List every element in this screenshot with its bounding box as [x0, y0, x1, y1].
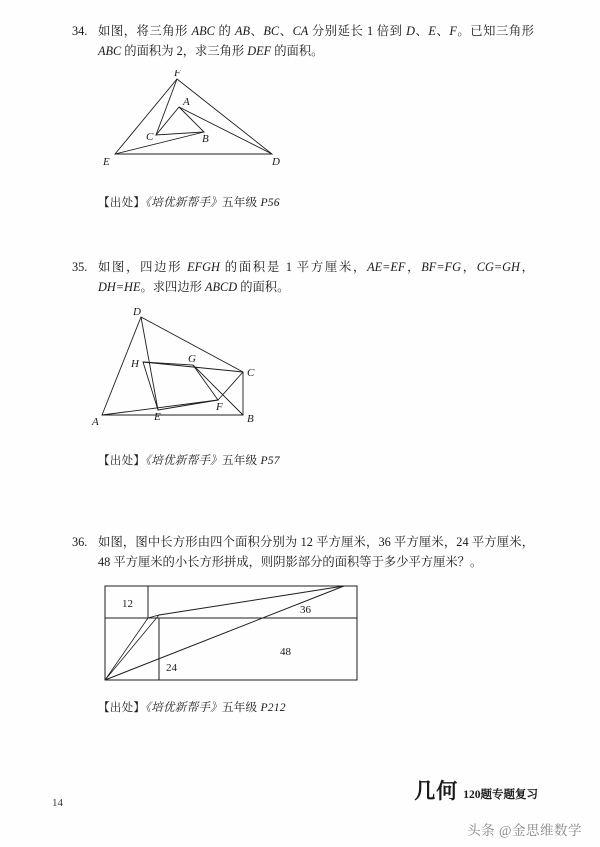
problem-36-statement — [72, 533, 534, 573]
diagonal-main — [105, 586, 344, 680]
segment-a-d — [179, 107, 272, 154]
figure-36-cell-48: 48 — [280, 645, 291, 658]
source-grade: 五年级 — [221, 453, 258, 467]
source-grade: 五年级 — [221, 700, 258, 714]
problem-36-text: 如图，图中长方形由四个面积分别为 12 平方厘米，36 平方厘米，24 平方厘米，48 平方厘米的小长方形拼成，则阴影部分的面积等于多少平方厘米？。 — [98, 535, 534, 569]
problem-35-statement — [72, 258, 534, 298]
figure-35-label-G: G — [188, 352, 196, 365]
triangle-abc — [156, 107, 204, 135]
figure-34-label-C: C — [146, 130, 154, 143]
term-f: F — [449, 24, 457, 38]
segment-b-e — [115, 132, 204, 154]
problem-34 — [72, 22, 534, 211]
figure-36-cell-12: 12 — [122, 597, 133, 610]
problem-34-source — [72, 194, 534, 211]
source-book: 《培优新帮手》 — [145, 195, 222, 209]
problem-36-source — [72, 699, 534, 716]
source-page: P57 — [260, 453, 280, 467]
footer-brand — [414, 775, 538, 805]
source-prefix: 【出处】 — [98, 195, 146, 209]
term-ab: AB — [234, 24, 250, 38]
term-cg-gh: CG=GH — [476, 260, 520, 274]
term-efgh: EFGH — [187, 260, 220, 274]
source-book: 《培优新帮手》 — [145, 700, 222, 714]
figure-34-label-E: E — [103, 155, 110, 168]
problem-35 — [72, 258, 534, 469]
term-abc-2: ABC — [98, 43, 122, 58]
problem-35-source — [72, 452, 534, 469]
figure-34-label-F: F — [174, 69, 181, 79]
footer-title-main: 几何 — [414, 779, 459, 803]
figure-35-label-C: C — [247, 366, 255, 379]
figure-35-label-H: H — [131, 357, 139, 370]
quadrilateral-efgh — [143, 362, 218, 410]
problem-34-statement — [72, 22, 534, 62]
figure-34-drawing — [100, 70, 400, 182]
figure-36 — [72, 585, 534, 697]
figure-35-label-A: A — [92, 415, 99, 428]
source-prefix: 【出处】 — [98, 700, 146, 714]
figure-35-label-E: E — [154, 410, 161, 423]
figure-36-cell-36: 36 — [300, 603, 311, 616]
segment-f-c — [156, 79, 177, 135]
source-prefix: 【出处】 — [98, 453, 146, 467]
figure-35-label-D: D — [133, 307, 141, 318]
problem-36 — [72, 533, 534, 716]
term-d: D — [406, 24, 415, 38]
figure-35-label-B: B — [247, 412, 254, 425]
term-dh-he: DH=HE — [98, 279, 141, 294]
figure-34-label-D: D — [272, 155, 280, 168]
figure-35 — [72, 308, 534, 448]
term-ca: CA — [292, 24, 309, 38]
figure-36-drawing — [104, 585, 424, 689]
term-abcd: ABCD — [205, 279, 238, 294]
figure-36-cell-24: 24 — [166, 661, 177, 674]
source-page: P212 — [260, 700, 286, 714]
figure-34-label-A: A — [183, 95, 190, 108]
figure-34-label-B: B — [202, 132, 209, 145]
source-page: P56 — [260, 195, 280, 209]
problem-34-text: 如图，将三角形 ABC 的 AB、BC、CA 分别延长 1 倍到 D、E、F。已知三角形 ABC 的面积为 2，求三角形 DEF 的面积。 — [98, 24, 534, 58]
figure-34 — [72, 70, 534, 188]
term-abc: ABC — [191, 24, 215, 38]
term-def: DEF — [247, 43, 272, 58]
term-bf-fg: BF=FG — [421, 260, 461, 274]
segment-f-c — [218, 372, 243, 400]
problem-35-number: 35. — [72, 260, 88, 274]
term-ae-ef: AE=EF — [367, 260, 406, 274]
outer-rectangle — [105, 586, 357, 680]
term-e: E — [428, 24, 436, 38]
problem-36-number: 36. — [72, 535, 88, 549]
problem-35-text: 如图，四边形 EFGH 的面积是 1 平方厘米，AE=EF，BF=FG，CG=GH，DH=HE。求四边形 ABCD 的面积。 — [98, 260, 534, 294]
source-book: 《培优新帮手》 — [145, 453, 222, 467]
term-bc: BC — [263, 24, 280, 38]
figure-35-drawing — [90, 308, 390, 440]
source-grade: 五年级 — [221, 195, 258, 209]
page-number: 14 — [52, 797, 63, 809]
diagonal-secondary — [159, 586, 344, 615]
figure-35-label-F: F — [216, 400, 223, 413]
footer-title-sub: 120题专题复习 — [463, 789, 538, 801]
problem-34-number: 34. — [72, 24, 88, 38]
watermark: 头条 @金思维数学 — [467, 823, 582, 838]
triangle-edf — [115, 79, 272, 154]
shaded-triangle — [105, 615, 159, 680]
